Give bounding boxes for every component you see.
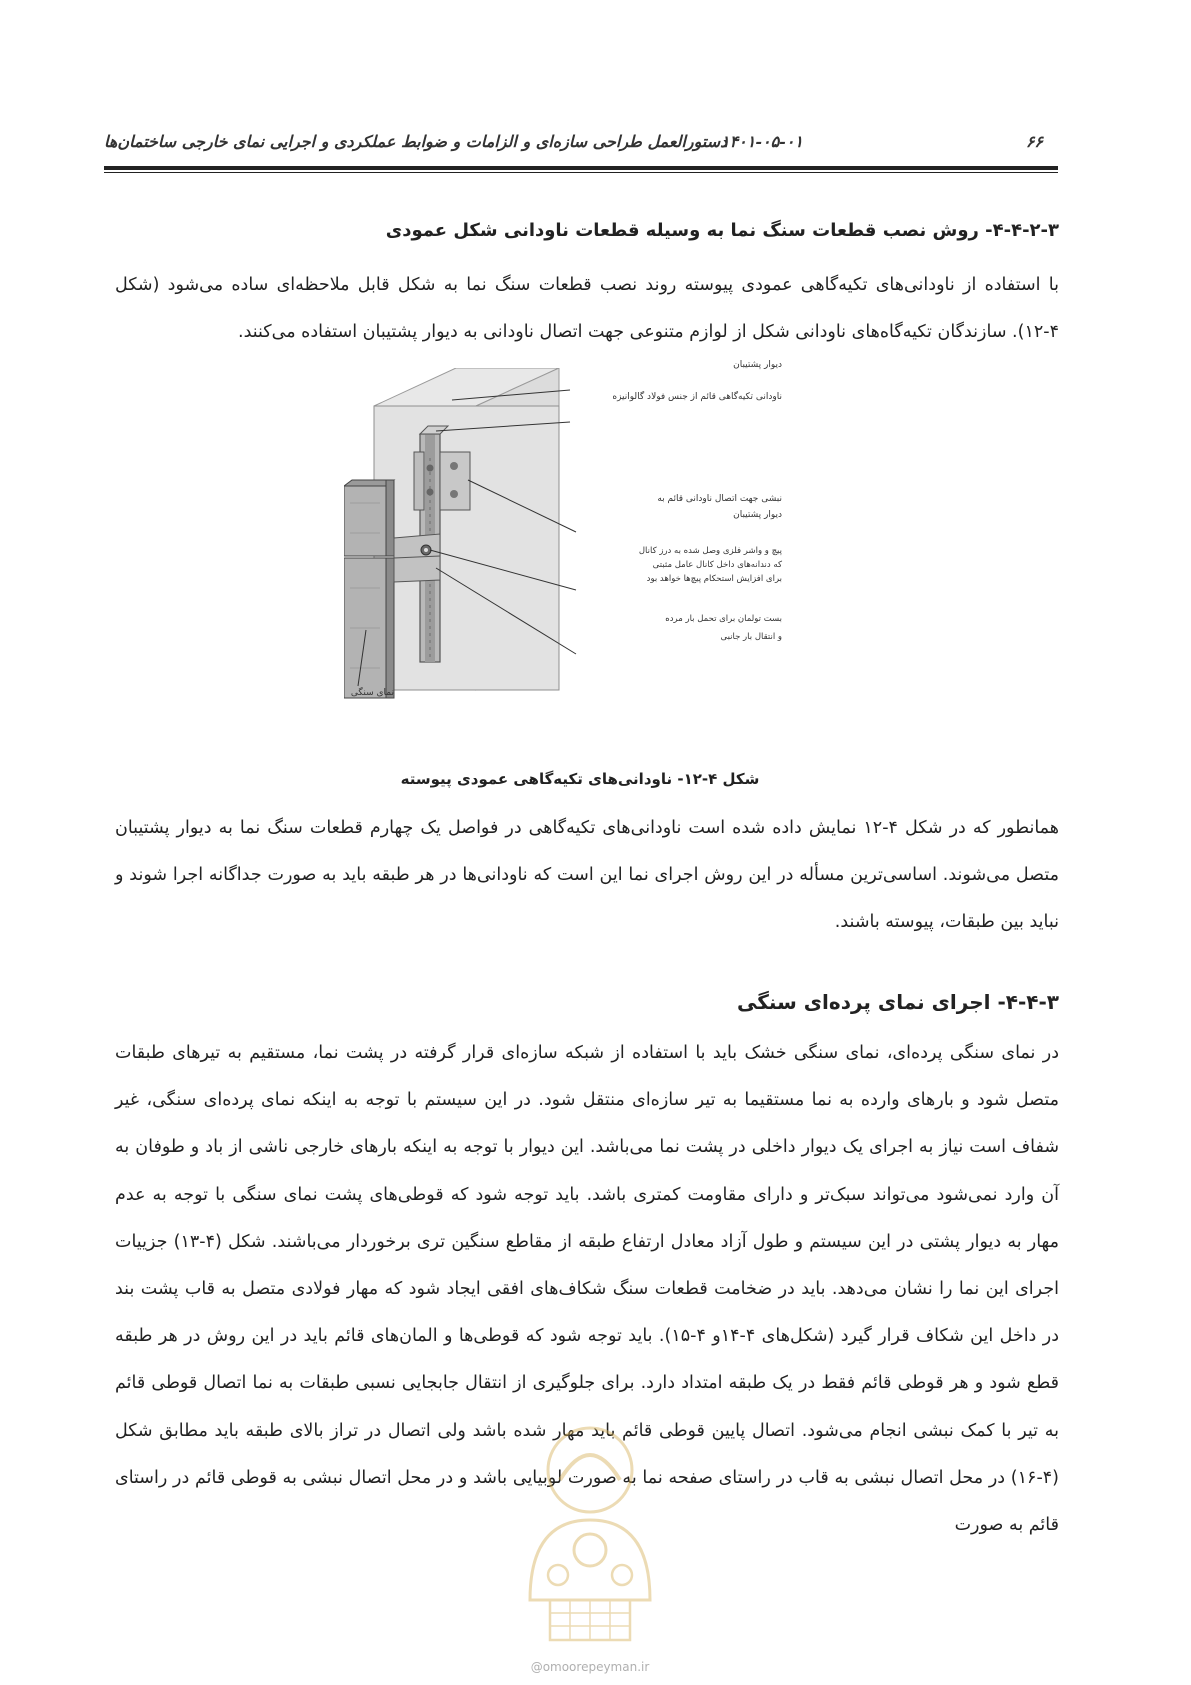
header-rule xyxy=(104,166,1058,170)
section-paragraph-intro: با استفاده از ناودانی‌های تکیه‌گاهی عمودی پیوسته روند نصب قطعات سنگ نما به شکل قابل ملاحظه‌ای ساده می‌شود (شکل ۴-۱۲). سازندگان تکیه‌گاه‌های ناودانی شکل از لوازم متنوعی جهت اتصال ناودانی به دیوار پشتیبان استفاده می‌کنند. xyxy=(115,275,1059,342)
document-title: دستورالعمل طراحی سازه‌ای و الزامات و ضوابط عملکردی و اجرایی نمای خارجی ساختمان‌ها xyxy=(104,132,728,151)
label-clip-angle-line2: دیوار پشتیبان xyxy=(733,510,782,520)
label-bolt-line1: پیچ و واشر فلزی وصل شده به درز کانال xyxy=(638,546,782,556)
figure-caption: شکل ۴-۱۲- ناودانی‌های تکیه‌گاهی عمودی پیوسته xyxy=(400,770,760,788)
section-heading-curtain-stone-facade: ۴-۴-۳- اجرای نمای پرده‌ای سنگی xyxy=(737,990,1059,1014)
watermark-url: @omoorepeyman.ir xyxy=(530,1660,650,1674)
label-vertical-channel: ناودانی تکیه‌گاهی قائم از جنس فولاد گالوانیزه xyxy=(612,392,782,402)
label-bolt-line3: برای افزایش استحکام پیچ‌ها خواهد بود xyxy=(646,574,782,584)
paragraph-figure-explanation: همانطور که در شکل ۴-۱۲ نمایش داده شده است ناودانی‌های تکیه‌گاهی در فواصل یک چهارم قطعات سنگ نما به دیوار پشتیبان متصل می‌شوند. اساسی‌ترین مسأله در این روش اجرای نما این است که ناودانی‌ها در هر طبقه باید به صورت جداگانه اجرا شوند و نباید بین طبقات، پیوسته باشند. xyxy=(115,818,1059,932)
section-paragraph-curtain-wall: در نمای سنگی پرده‌ای، نمای سنگی خشک باید با استفاده از شبکه سازه‌ای قرار گرفته در پشت نما، مستقیم به تیرهای طبقات متصل شود و بارهای وارده به نما مستقیما به تیر سازه‌ای منتقل شود. در این سیستم با توجه به اینکه نمای پرده‌ای سنگی، غیر شفاف است نیاز به اجرای یک دیوار داخلی در پشت نما می‌باشد. این دیوار با توجه به اینکه بارهای خارجی ناشی از باد و طوفان به آن وارد نمی‌شود می‌تواند سبک‌تر و دارای مقاومت کمتری باشد. باید توجه شود که قوطی‌های پشت نمای سنگی با توجه به عدم مهار به دیوار پشتی در این سیستم و طول آزاد معادل ارتفاع طبقه از مقاطع سنگین تری برخوردار می‌باشند. شکل (۴-۱۳) جزییات اجرای این نما را نشان می‌دهد. باید در ضخامت قطعات سنگ شکاف‌های افقی ایجاد شود که مهار فولادی متصل به قاب پشت بند در داخل این شکاف قرار گیرد (شکل‌های ۴-۱۴و ۴-۱۵). باید توجه شود که قوطی‌ها و المان‌های قائم باید در این روش در هر طبقه قطع شود و هر قوطی قائم فقط در یک طبقه امتداد دارد. برای جلوگیری از انتقال جابجایی نسبی طبقات به نما اتصال قوطی قائم به تیر با کمک نبشی انجام می‌شود. اتصال پایین قوطی قائم باید مهار شده باشد ولی اتصال در تراز بالای طبقه باید مطابق شکل (۴-۱۶) در محل اتصال نبشی به قاب در راستای صفحه نما به صورت لوبیایی باشد و در محل اتصال نبشی به قوطی قائم در راستای قائم به صورت xyxy=(115,1043,1059,1536)
header-rule-thin xyxy=(104,172,1058,173)
document-date: ۱۴۰۱-۰۵-۰۱ xyxy=(720,132,803,151)
figure-continuous-support-channels xyxy=(344,360,784,758)
label-bolt-line2: که دندانه‌های داخل کانال عامل مثبتی xyxy=(652,560,782,570)
label-stone-facade: نمای سنگی xyxy=(350,688,394,698)
label-backing-wall: دیوار پشتیبان xyxy=(733,360,782,370)
label-bracket-line2: و انتقال بار جانبی xyxy=(720,632,782,642)
section-heading-channel-installation: ۴-۴-۲-۳- روش نصب قطعات سنگ نما به وسیله قطعات ناودانی شکل عمودی xyxy=(385,220,1059,241)
page-header xyxy=(104,128,1058,156)
label-clip-angle-line1: نبشی جهت اتصال ناودانی قائم به xyxy=(657,494,782,504)
page-number: ۶۶ xyxy=(1025,132,1043,151)
watermark-seal-image xyxy=(500,1410,680,1660)
watermark-seal xyxy=(500,1410,680,1660)
label-bracket-line1: بست تولمان برای تحمل بار مرده xyxy=(665,614,782,624)
